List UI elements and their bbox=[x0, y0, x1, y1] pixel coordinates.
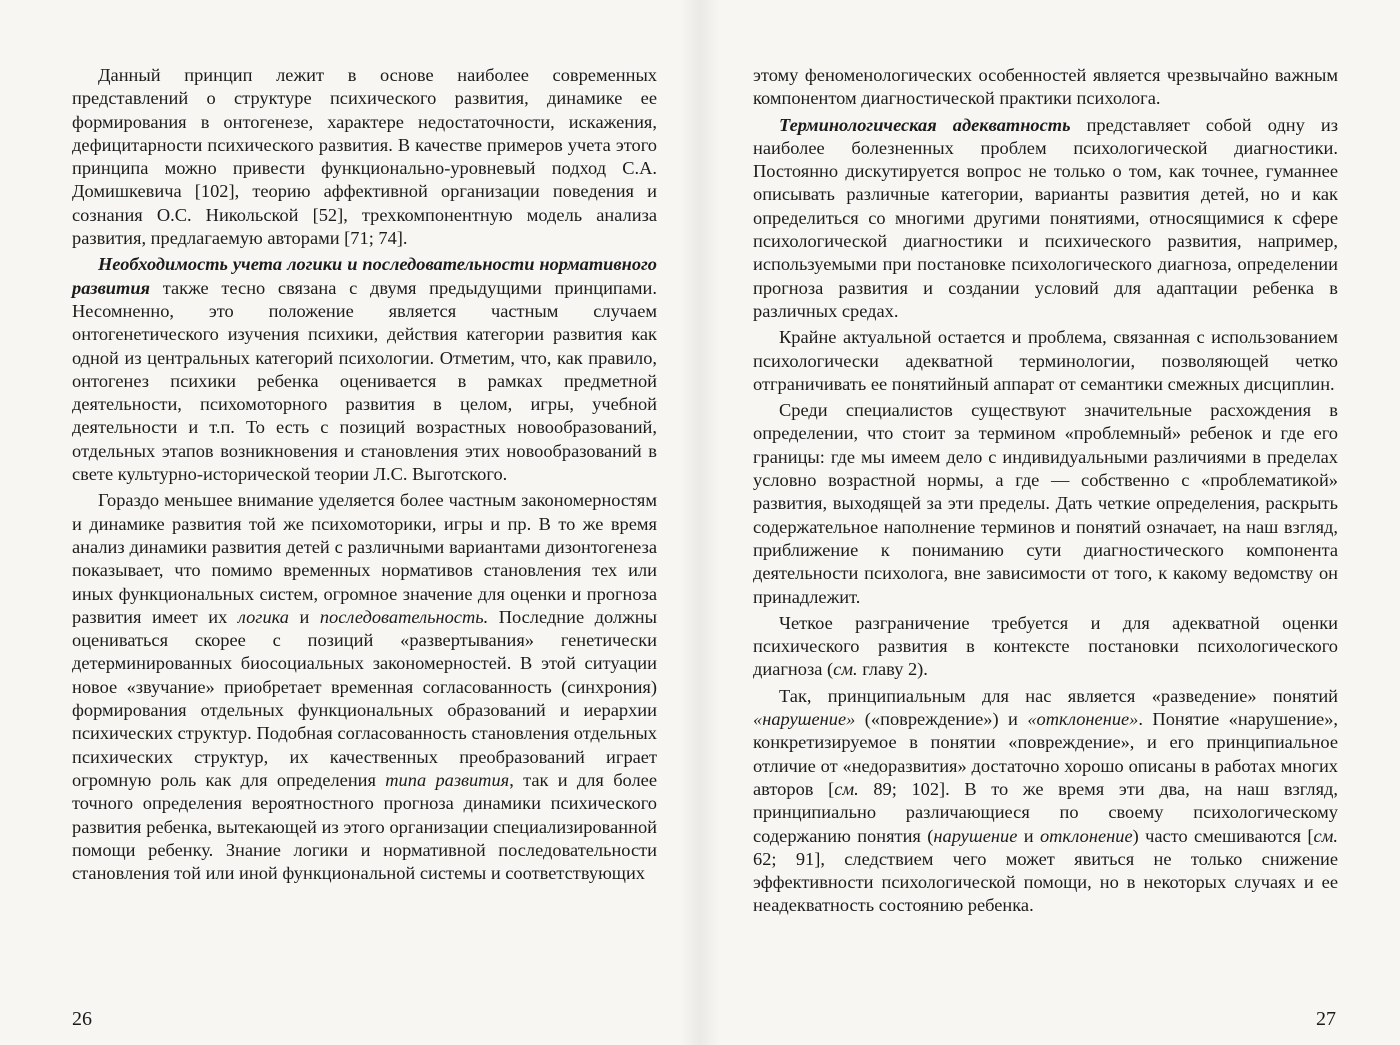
italic-term: см. bbox=[833, 659, 858, 680]
book-gutter bbox=[680, 0, 720, 1045]
italic-term: см. bbox=[834, 778, 859, 799]
paragraph-text: 89; 102]. В то же время эти два, на наш взгляд, принципиально различающиеся по своему психологическому содержанию понятия ( bbox=[753, 778, 1338, 846]
italic-term: отклонение bbox=[1039, 825, 1133, 846]
italic-term: см. bbox=[1313, 825, 1338, 846]
italic-term: «отклонение» bbox=[1027, 709, 1139, 730]
paragraph: Крайне актуальной остается и проблема, связанная с использованием психологически адекватной терминологии, позволяющей четко отграничивать ее понятийный аппарат от семантики смежных дисциплин. bbox=[753, 327, 1338, 394]
paragraph bbox=[753, 685, 1338, 918]
paragraph: Среди специалистов существуют значительные расхождения в определении, что стоит за термином «проблемный» ребенок и где его границы: где мы имеем дело с индивидуальными различиями в пределах условно возрастной нормы, а где — собственно с «проблематикой» развития, выходящей за эти пределы. Дать четкие определения, раскрыть содержательное наполнение терминов и понятий означает, на наш взгляд, приближение к пониманию сути диагностического компонента деятельности психолога, вне зависимости от того, к какому ведомству он принадлежит. bbox=[753, 400, 1338, 607]
paragraph bbox=[72, 253, 657, 486]
paragraph-text: 62; 91], следствием чего может явиться не только снижение эффективности психологической помощи, но в некоторых случаях и ее неадекватность состоянию ребенка. bbox=[753, 848, 1338, 916]
italic-term: нарушение bbox=[933, 825, 1018, 846]
paragraph bbox=[753, 114, 1338, 324]
paragraph-text: Четкое разграничение требуется и для адекватной оценки психического развития в контексте постановки психологического диагноза ( bbox=[753, 612, 1338, 680]
paragraph-text: («повреждение») и bbox=[855, 709, 1028, 730]
paragraph-text: Так, принципиальным для нас является «разведение» понятий bbox=[779, 685, 1338, 706]
paragraph-text: и bbox=[1017, 825, 1040, 846]
paragraph-text: . Понятие «нарушение», конкретизируемое в понятии «повреждение», и его принципиальное отличие от «недоразвития» достаточно хорошо описаны в работах многих авторов [ bbox=[753, 709, 1338, 799]
paragraph-text: Гораздо меньшее внимание уделяется более частным закономерностям и динамике развития той же психомоторики, игры и пр. В то же время анализ динамики развития детей с различными вариантами дизонтогенеза показывает, что помимо временных нормативов становления тех или иных функциональных систем, огромное значение для оценки и прогноза развития имеет их bbox=[72, 490, 657, 627]
paragraph-text: ) часто смешиваются [ bbox=[1132, 825, 1314, 846]
paragraph: Данный принцип лежит в основе наиболее современных представлений о структуре психического развития, динамике ее формирования в онтогенезе, характере недостаточности, искажения, дефицитарности психического развития. В качестве примеров учета этого принципа можно привести функционально-уровневый подход С.А. Домишкевича [102], теорию аффективной организации поведения и сознания О.С. Никольской [52], трехкомпонентную модель анализа развития, предлагаемую авторами [71; 74]. bbox=[72, 65, 657, 249]
left-page bbox=[72, 64, 657, 885]
paragraph-text: также тесно связана с двумя предыдущими принципами. Несомненно, это положение является частным случаем онтогенетического изучения психики, действия категории развития как одной из центральных категорий психологии. Отметим, что, как правило, онтогенез психики ребенка оценивается в рамках предметной деятельности, психомоторного развития в целом, игры, учебной деятельности и т.п. То есть с позиций возрастных новообразований, отдельных этапов возникновения и становления этих новообразований в свете культурно-исторической теории Л.С. Выготского. bbox=[72, 277, 657, 485]
paragraph bbox=[72, 489, 657, 885]
paragraph-text: главу 2). bbox=[857, 659, 928, 680]
paragraph-text: представляет собой одну из наиболее болезненных проблем психологической диагностики. Постоянно дискутируется вопрос не только о том, как точнее, гуманнее описывать различные категории, варианты развития детей, но и как определиться со многими другими понятиями, относящимися к сфере психологической диагностики и психического развития, например, используемыми при постановке психологического диагноза, определении прогноза развития и создании условий для адаптации ребенка в различных средах. bbox=[753, 114, 1338, 321]
bold-italic-term: Терминологическая адекватность bbox=[779, 114, 1071, 135]
italic-term: «нарушение» bbox=[753, 709, 856, 730]
page-number: 27 bbox=[1316, 1008, 1336, 1030]
paragraph-text: , так и для более точного определения вероятностного прогноза динамики психического развития ребенка, вытекающей из этого организации специализированной помощи ребенку. Знание логики и нормативной последовательности становления той или иной функциональной системы и соответствующих bbox=[72, 769, 658, 884]
italic-term: логика bbox=[237, 606, 289, 627]
bold-italic-term: Необходимость учета логики и последовательности нормативного развития bbox=[72, 254, 657, 298]
paragraph-text: и bbox=[289, 606, 320, 627]
italic-term: типа развития bbox=[385, 769, 510, 790]
paragraph bbox=[753, 612, 1338, 682]
italic-term: последовательность. bbox=[319, 606, 489, 627]
paragraph-text: Последние должны оцениваться скорее с позиций «развертывания» генетически детерминированных биосоциальных закономерностей. В этой ситуации новое «звучание» приобретает временная согласованность (синхрония) формирования отдельных функциональных образований и иерархии психических структур. Подобная согласованность становления отдельных психических структур, их качественных преобразований играет огромную роль как для определения bbox=[72, 606, 657, 790]
paragraph: этому феноменологических особенностей является чрезвычайно важным компонентом диагностической практики психолога. bbox=[753, 65, 1338, 109]
page-number: 26 bbox=[72, 1008, 92, 1030]
right-page bbox=[753, 64, 1338, 918]
